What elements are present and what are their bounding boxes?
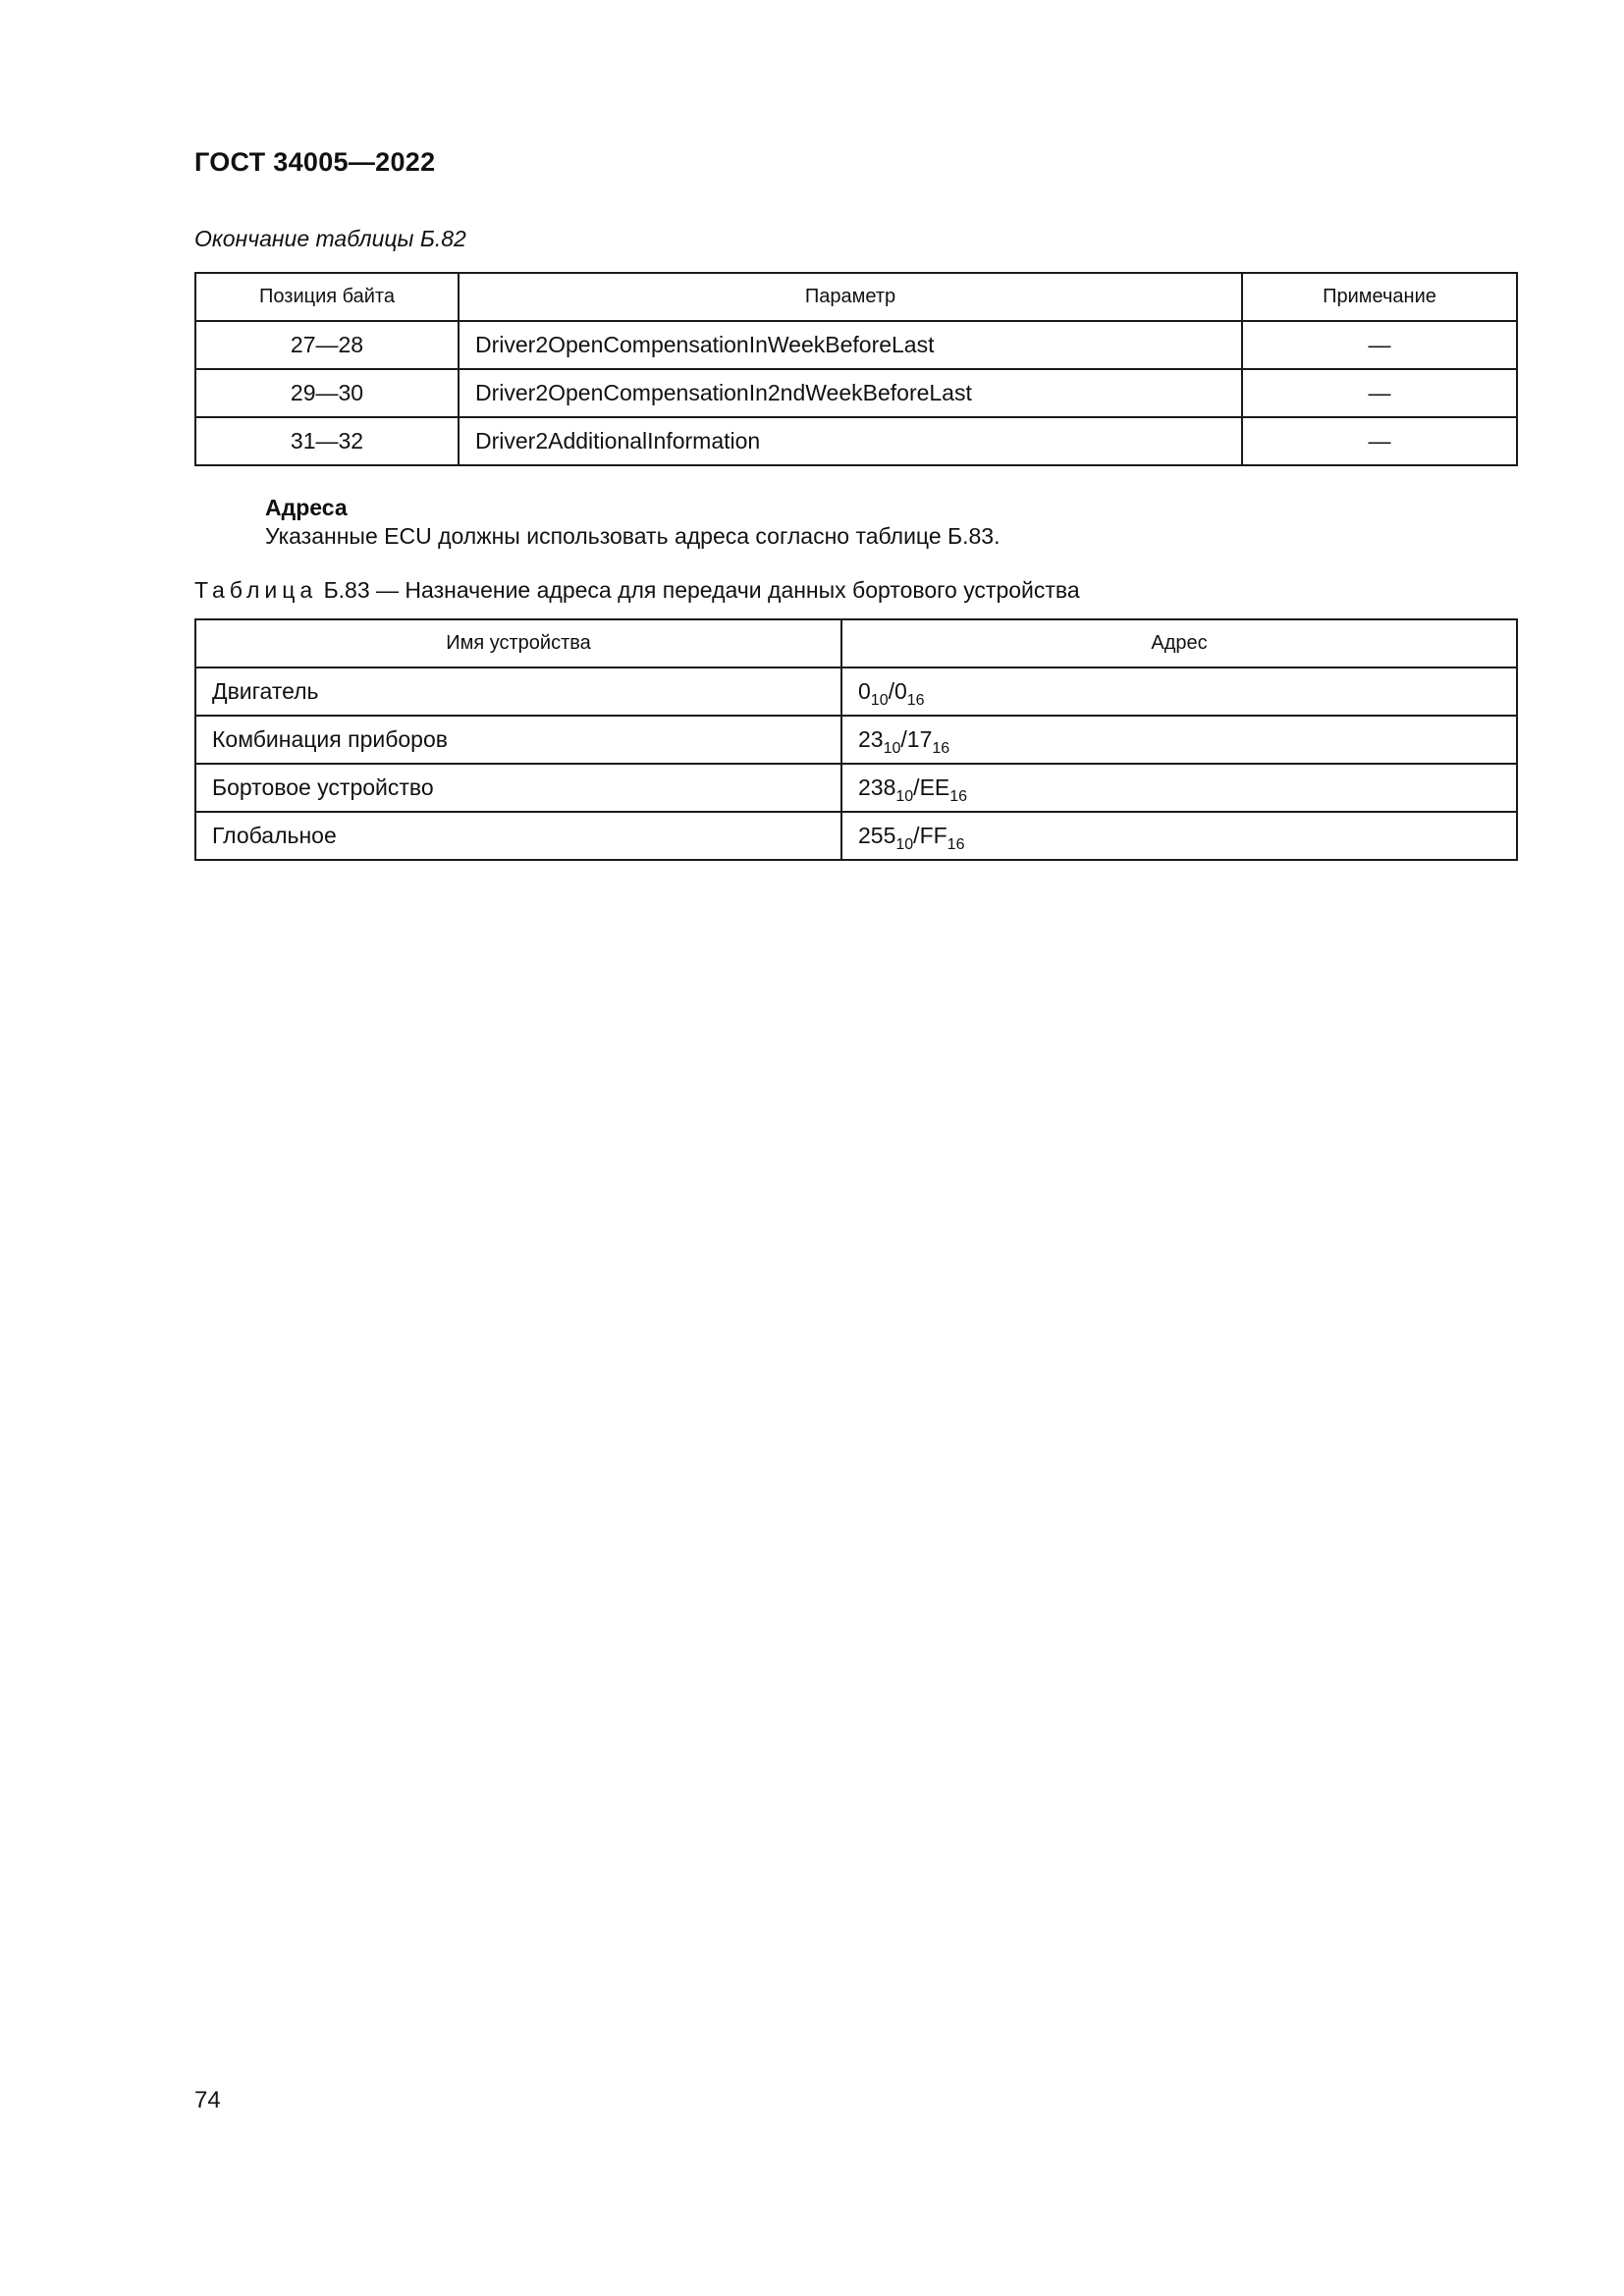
address-dec: 0 [858,678,871,704]
caption-word: Таблица [194,577,318,603]
cell-address: $238_{10}/EE_{16}$ [841,764,1517,812]
cell-position: 31—32 [195,417,459,465]
caption-text: Б.83 — Назначение адреса для передачи данных бортового устройства [323,577,1080,603]
header-note: Примечание [1242,273,1517,321]
table-row [195,764,1517,812]
table-row [195,716,1517,764]
cell-note: — [1242,321,1517,369]
cell-device-name: Бортовое устройство [195,764,841,812]
cell-parameter: Driver2AdditionalInformation [459,417,1242,465]
cell-position: 27—28 [195,321,459,369]
table-row [195,369,1517,417]
cell-device-name: Комбинация приборов [195,716,841,764]
section-title: Адреса [265,495,348,520]
address-hex-base: 16 [906,692,925,709]
cell-parameter: Driver2OpenCompensationIn2ndWeekBeforeLast [459,369,1242,417]
cell-position: 29—30 [195,369,459,417]
table-b83 [194,618,1518,861]
address-hex: 0 [893,678,907,704]
header-byte-position: Позиция байта [195,273,459,321]
address-hex-base: 16 [949,788,968,805]
section-text: Указанные ECU должны использовать адреса согласно таблице Б.83. [265,523,1001,549]
cell-address: $0_{10}/0_{16}$ [841,667,1517,716]
table-row [195,321,1517,369]
address-dec-base: 10 [870,692,889,709]
address-dec-base: 10 [895,836,914,853]
address-hex: EE [919,774,950,800]
address-hex: 17 [906,726,933,752]
page-number: 74 [194,2087,221,2113]
address-hex: FF [919,823,947,848]
table-header-row [195,619,1517,667]
header-address: Адрес [841,619,1517,667]
address-dec-base: 10 [895,788,914,805]
table-row [195,812,1517,860]
table-b82 [194,272,1518,466]
address-dec: 23 [858,726,884,752]
table-row [195,417,1517,465]
address-dec: 255 [858,823,896,848]
table-b83-caption [194,577,1080,604]
table-continuation-label: Окончание таблицы Б.82 [194,226,466,251]
header-parameter: Параметр [459,273,1242,321]
cell-address: $255_{10}/FF_{16}$ [841,812,1517,860]
page-header: ГОСТ 34005—2022 [194,147,436,177]
address-hex-base: 16 [932,740,950,757]
cell-note: — [1242,369,1517,417]
address-dec: 238 [858,774,896,800]
address-dec-base: 10 [883,740,901,757]
cell-address: $23_{10}/17_{16}$ [841,716,1517,764]
table-row [195,667,1517,716]
cell-device-name: Двигатель [195,667,841,716]
cell-note: — [1242,417,1517,465]
address-hex-base: 16 [947,836,965,853]
table-header-row [195,273,1517,321]
header-device-name: Имя устройства [195,619,841,667]
cell-device-name: Глобальное [195,812,841,860]
cell-parameter: Driver2OpenCompensationInWeekBeforeLast [459,321,1242,369]
